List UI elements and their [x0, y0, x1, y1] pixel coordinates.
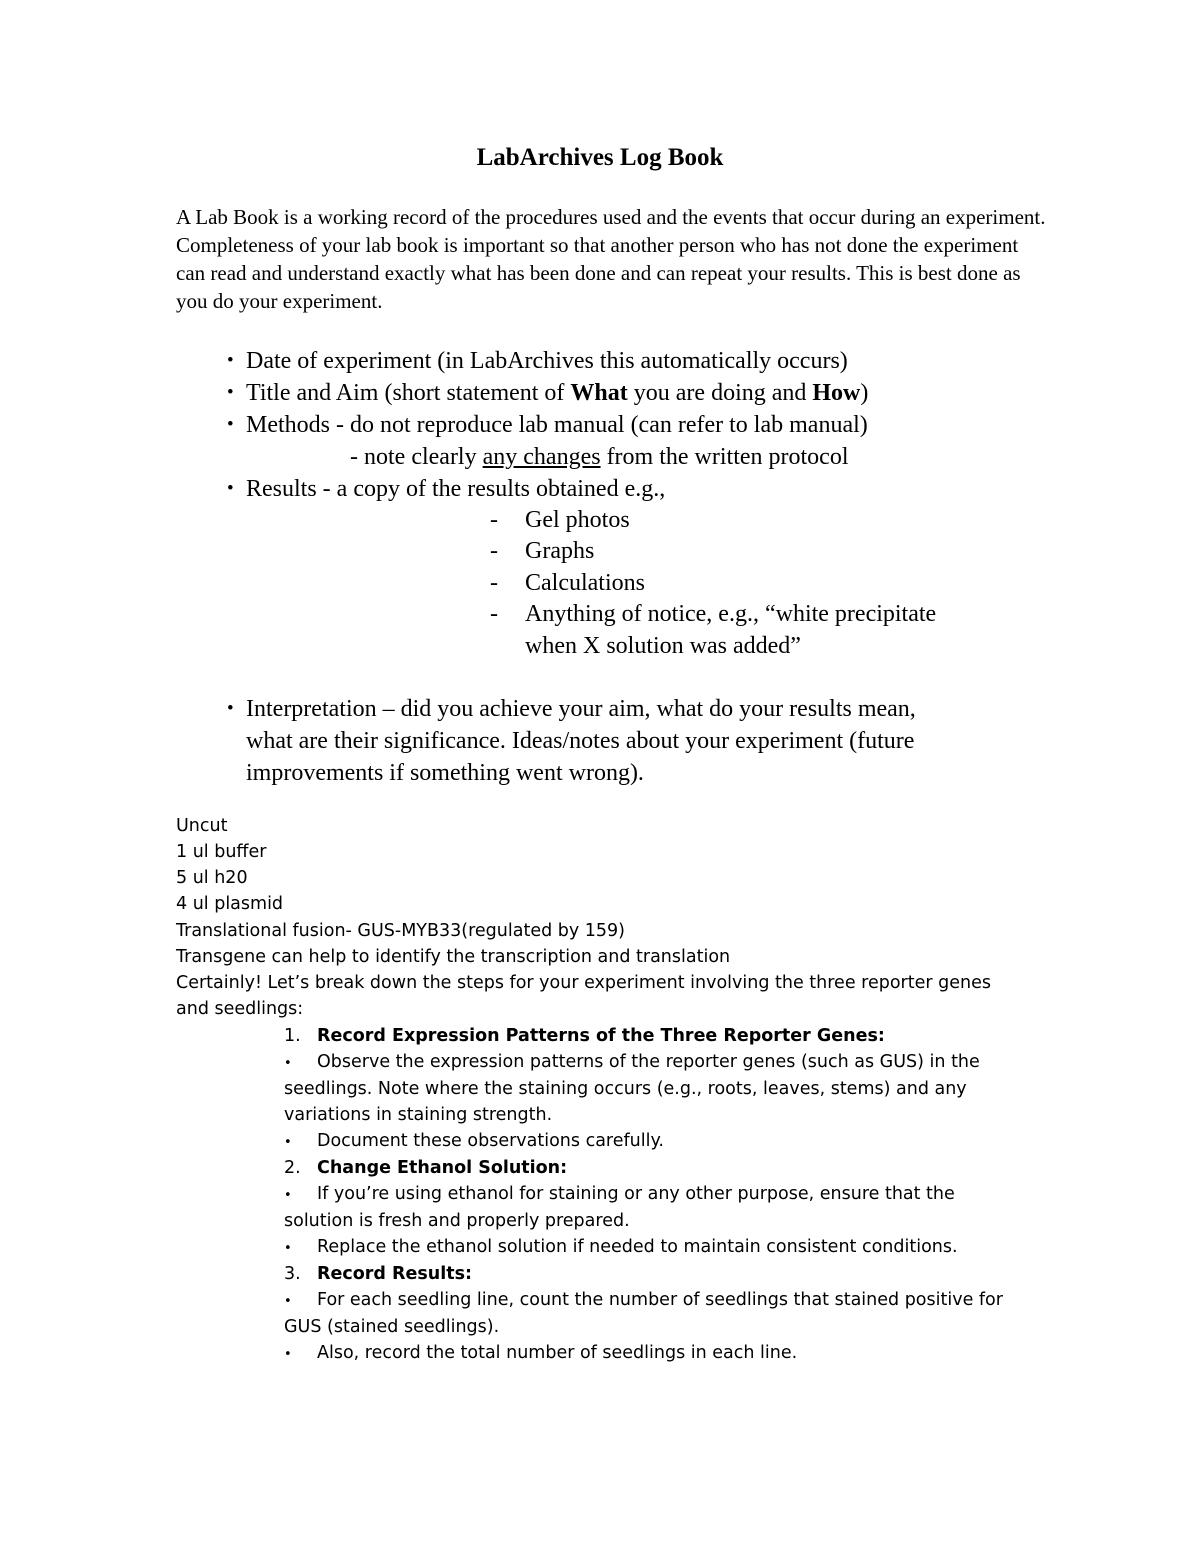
- step-bullet-text: solution is fresh and properly prepared.: [284, 1211, 630, 1231]
- text-segment: improvements if something went wrong).: [246, 760, 644, 786]
- intro-paragraph: A Lab Book is a working record of the procedures used and the events that occur during an experiment. Completeness of your lab book is important so that another person who has not done the experiment can read and understand exactly what has been done and can repeat your results. This is best done as you do your experiment.: [176, 205, 1046, 313]
- bullet-icon: •: [284, 1135, 292, 1150]
- page-title: LabArchives Log Book: [476, 144, 724, 171]
- text-segment: Title and Aim (short statement of: [246, 380, 571, 406]
- step-bullet-text: GUS (stained seedlings).: [284, 1317, 500, 1337]
- subitem-text: Gel photos: [525, 507, 630, 533]
- step-bullet-text: Also, record the total number of seedlings in each line.: [317, 1343, 798, 1363]
- step-number: 3.: [284, 1264, 301, 1284]
- note-line: 5 ul h20: [176, 868, 248, 888]
- text-segment: what are their significance. Ideas/notes about your experiment (future: [246, 728, 915, 754]
- step-bullet-text: Document these observations carefully.: [317, 1131, 664, 1151]
- bullet-results: Results - a copy of the results obtained e.g.,: [246, 476, 666, 502]
- dash-icon: -: [490, 601, 498, 627]
- bullet-icon: •: [227, 698, 234, 719]
- text-segment: - note clearly: [350, 444, 483, 470]
- methods-note: [350, 441, 849, 473]
- step-title: Record Results:: [317, 1264, 472, 1284]
- text-segment: you are doing and: [627, 380, 813, 406]
- note-line: Certainly! Let’s break down the steps for your experiment involving the three reporter genes: [176, 973, 991, 993]
- step-bullet-text: If you’re using ethanol for staining or any other purpose, ensure that the: [317, 1184, 955, 1204]
- subitem-text: Anything of notice, e.g., “white precipitate: [525, 601, 937, 627]
- bullet-icon: •: [284, 1241, 292, 1256]
- bullet-date: Date of experiment (in LabArchives this automatically occurs): [246, 348, 848, 374]
- note-line: 1 ul buffer: [176, 842, 267, 862]
- subitem-text: when X solution was added”: [525, 633, 801, 659]
- step-number: 2.: [284, 1158, 301, 1178]
- bullet-title-aim: [246, 377, 868, 409]
- bullet-icon: •: [227, 414, 234, 435]
- subitem-text: Graphs: [525, 538, 595, 564]
- bullet-icon: •: [284, 1188, 292, 1203]
- bullet-methods: Methods - do not reproduce lab manual (can refer to lab manual): [246, 412, 868, 438]
- dash-icon: -: [490, 507, 498, 533]
- bullet-icon: •: [284, 1347, 292, 1362]
- bullet-icon: •: [284, 1056, 292, 1071]
- note-line: Translational fusion- GUS-MYB33(regulated by 159): [176, 921, 626, 941]
- subitem-text: Calculations: [525, 570, 645, 596]
- bullet-icon: •: [284, 1294, 292, 1309]
- step-title: Record Expression Patterns of the Three Reporter Genes:: [317, 1026, 885, 1046]
- text-segment: from the written protocol: [600, 444, 849, 470]
- text-segment: ): [860, 380, 869, 406]
- step-bullet-text: For each seedling line, count the number of seedlings that stained positive for: [317, 1290, 1003, 1310]
- bullet-interpretation: Interpretation – did you achieve your aim, what do your results mean,: [246, 696, 916, 722]
- bullet-icon: •: [227, 382, 234, 403]
- step-bullet-text: seedlings. Note where the staining occurs (e.g., roots, leaves, stems) and any: [284, 1079, 967, 1099]
- step-title: Change Ethanol Solution:: [317, 1158, 568, 1178]
- note-line: and seedlings:: [176, 999, 304, 1019]
- note-line: Uncut: [176, 816, 228, 836]
- dash-icon: -: [490, 570, 498, 596]
- bullet-icon: •: [227, 350, 234, 371]
- bold-what: What: [570, 380, 628, 406]
- step-number: 1.: [284, 1026, 301, 1046]
- underlined-any-changes: any changes: [482, 444, 601, 470]
- bold-how: How: [812, 380, 861, 406]
- step-bullet-text: variations in staining strength.: [284, 1105, 553, 1125]
- step-bullet-text: Observe the expression patterns of the reporter genes (such as GUS) in the: [317, 1052, 980, 1072]
- bullet-icon: •: [227, 478, 234, 499]
- note-line: 4 ul plasmid: [176, 894, 284, 914]
- step-bullet-text: Replace the ethanol solution if needed to maintain consistent conditions.: [317, 1237, 958, 1257]
- dash-icon: -: [490, 538, 498, 564]
- note-line: Transgene can help to identify the transcription and translation: [176, 947, 731, 967]
